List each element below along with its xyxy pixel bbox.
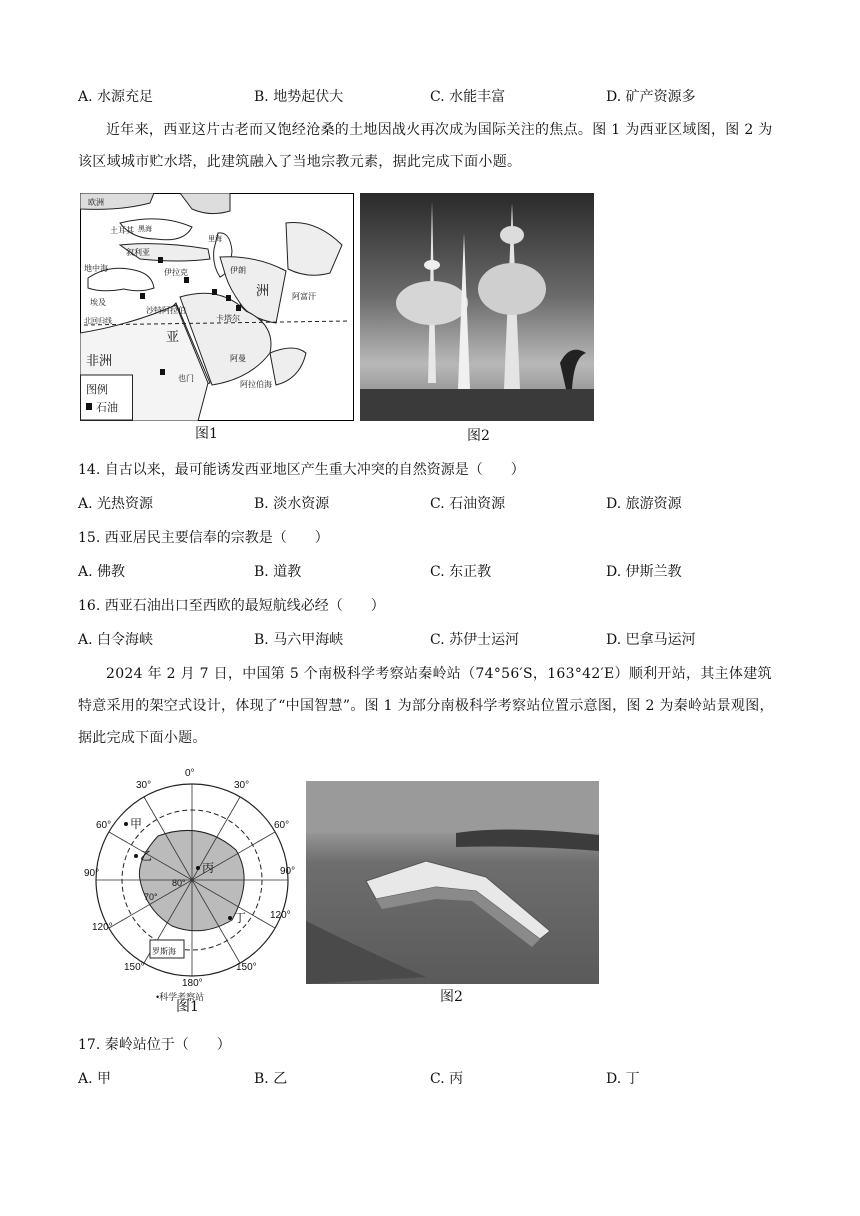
map-label-turkey: 土耳其 (110, 226, 134, 235)
west-asia-map (80, 193, 354, 421)
lon-label-90w: 90° (84, 868, 100, 879)
q14-options (78, 493, 778, 517)
map-label-arabian-sea: 阿拉伯海 (240, 380, 272, 389)
lon-label-60e: 60° (274, 820, 290, 831)
map-label-ya: 亚 (166, 329, 180, 344)
ross-sea-label: 罗斯海 (152, 947, 176, 956)
lon-label-120w: 120° (92, 922, 113, 933)
lat-label-70: 70° (144, 892, 158, 902)
q14-option-c: C. 石油资源 (430, 496, 506, 512)
passage-west-asia: 近年来，西亚这片古老而又饱经沧桑的土地因战火再次成为国际关注的焦点。图 1 为西亚区域图，图 2 为该区域城市贮水塔，此建筑融入了当地宗教元素，据此完成下面小题。 (78, 122, 773, 170)
lon-label-30w: 30° (136, 780, 152, 791)
station-ding: 丁 (234, 911, 247, 925)
map-label-africa: 非洲 (86, 353, 113, 368)
qinling-station-photo (306, 781, 599, 984)
q17-option-a: A. 甲 (78, 1071, 112, 1087)
q14-option-d: D. 旅游资源 (606, 496, 682, 512)
lon-label-150e: 150° (236, 962, 257, 973)
map-label-iran: 伊朗 (230, 266, 246, 275)
water-tower-photo (360, 193, 594, 421)
lon-label-90e: 90° (280, 866, 296, 877)
map-label-yemen: 也门 (178, 374, 194, 383)
map-label-black-sea: 黑海 (138, 226, 152, 233)
q17-options (78, 1068, 778, 1092)
qinling-station-drawing (306, 781, 599, 984)
lon-label-150w: 150° (124, 962, 145, 973)
map-label-zhou: 洲 (256, 283, 270, 298)
q13-option-d: D. 矿产资源多 (606, 89, 696, 105)
q17-option-d: D. 丁 (606, 1071, 640, 1087)
q15-options (78, 561, 778, 585)
oil-legend-icon (86, 403, 92, 410)
q17-option-c: C. 丙 (430, 1071, 464, 1087)
q14-stem: 14. 自古以来，最可能诱发西亚地区产生重大冲突的自然资源是（ ） (78, 462, 525, 478)
fig3-caption: 图1 (176, 999, 199, 1015)
map-legend-title: 图例 (86, 384, 108, 396)
lon-label-30e: 30° (234, 780, 250, 791)
passage-antarctica: 2024 年 2 月 7 日，中国第 5 个南极科学考察站秦岭站（74°56′S，163°42′E）顺利开站，其主体建筑特意采用的架空式设计，体现了“中国智慧”。图 1 为部分南极科学考察站位置示意图，图 2 为秦岭站景观图，据此完成下面小题。 (78, 666, 774, 746)
map-label-afghanistan: 阿富汗 (292, 292, 316, 301)
q14-option-b: B. 淡水资源 (254, 496, 330, 512)
q15-option-c: C. 东正教 (430, 564, 492, 580)
map-label-tropic: 北回归线 (84, 318, 112, 325)
q16-option-b: B. 马六甲海峡 (254, 632, 344, 648)
antarctic-map (84, 764, 300, 1012)
map-label-mediterranean: 地中海 (84, 264, 108, 273)
q16-stem: 16. 西亚石油出口至西欧的最短航线必经（ ） (78, 598, 385, 614)
map-label-syria: 叙利亚 (126, 248, 150, 257)
q13-options (78, 86, 778, 110)
lon-label-0: 0° (185, 768, 195, 779)
q13-option-a: A. 水源充足 (78, 89, 154, 105)
map-label-saudi: 沙特阿拉伯 (146, 306, 186, 315)
map-legend-oil: 石油 (96, 402, 118, 414)
fig4-caption: 图2 (440, 989, 463, 1005)
q15-option-d: D. 伊斯兰教 (606, 564, 682, 580)
map-label-caspian: 里海 (208, 236, 222, 243)
q15-option-a: A. 佛教 (78, 564, 126, 580)
station-yi: 乙 (140, 849, 153, 863)
lon-label-180: 180° (182, 978, 203, 989)
q13-option-c: C. 水能丰富 (430, 89, 506, 105)
q17-stem: 17. 秦岭站位于（ ） (78, 1037, 231, 1053)
map-label-iraq: 伊拉克 (164, 268, 188, 277)
antarctic-legend: •科学考察站 (156, 992, 205, 1002)
water-tower-drawing (360, 193, 594, 421)
q15-option-b: B. 道教 (254, 564, 302, 580)
q13-option-b: B. 地势起伏大 (254, 89, 344, 105)
lon-label-120e: 120° (270, 910, 291, 921)
station-jia: 甲 (130, 817, 143, 831)
map-label-oman: 阿曼 (230, 354, 246, 363)
q17-option-b: B. 乙 (254, 1071, 288, 1087)
q16-option-c: C. 苏伊士运河 (430, 632, 520, 648)
map-label-qatar: 卡塔尔 (216, 314, 240, 323)
q15-stem: 15. 西亚居民主要信奉的宗教是（ ） (78, 530, 329, 546)
lat-label-80: 80° (172, 878, 186, 888)
fig1-caption: 图1 (195, 426, 218, 442)
q16-option-a: A. 白令海峡 (78, 632, 154, 648)
lon-label-60w: 60° (96, 820, 112, 831)
fig2-caption: 图2 (467, 428, 490, 444)
station-bing: 丙 (202, 861, 215, 875)
q16-options (78, 629, 778, 653)
q16-option-d: D. 巴拿马运河 (606, 632, 696, 648)
map-label-europe: 欧洲 (88, 198, 104, 207)
q14-option-a: A. 光热资源 (78, 496, 154, 512)
map-label-egypt: 埃及 (90, 298, 106, 307)
